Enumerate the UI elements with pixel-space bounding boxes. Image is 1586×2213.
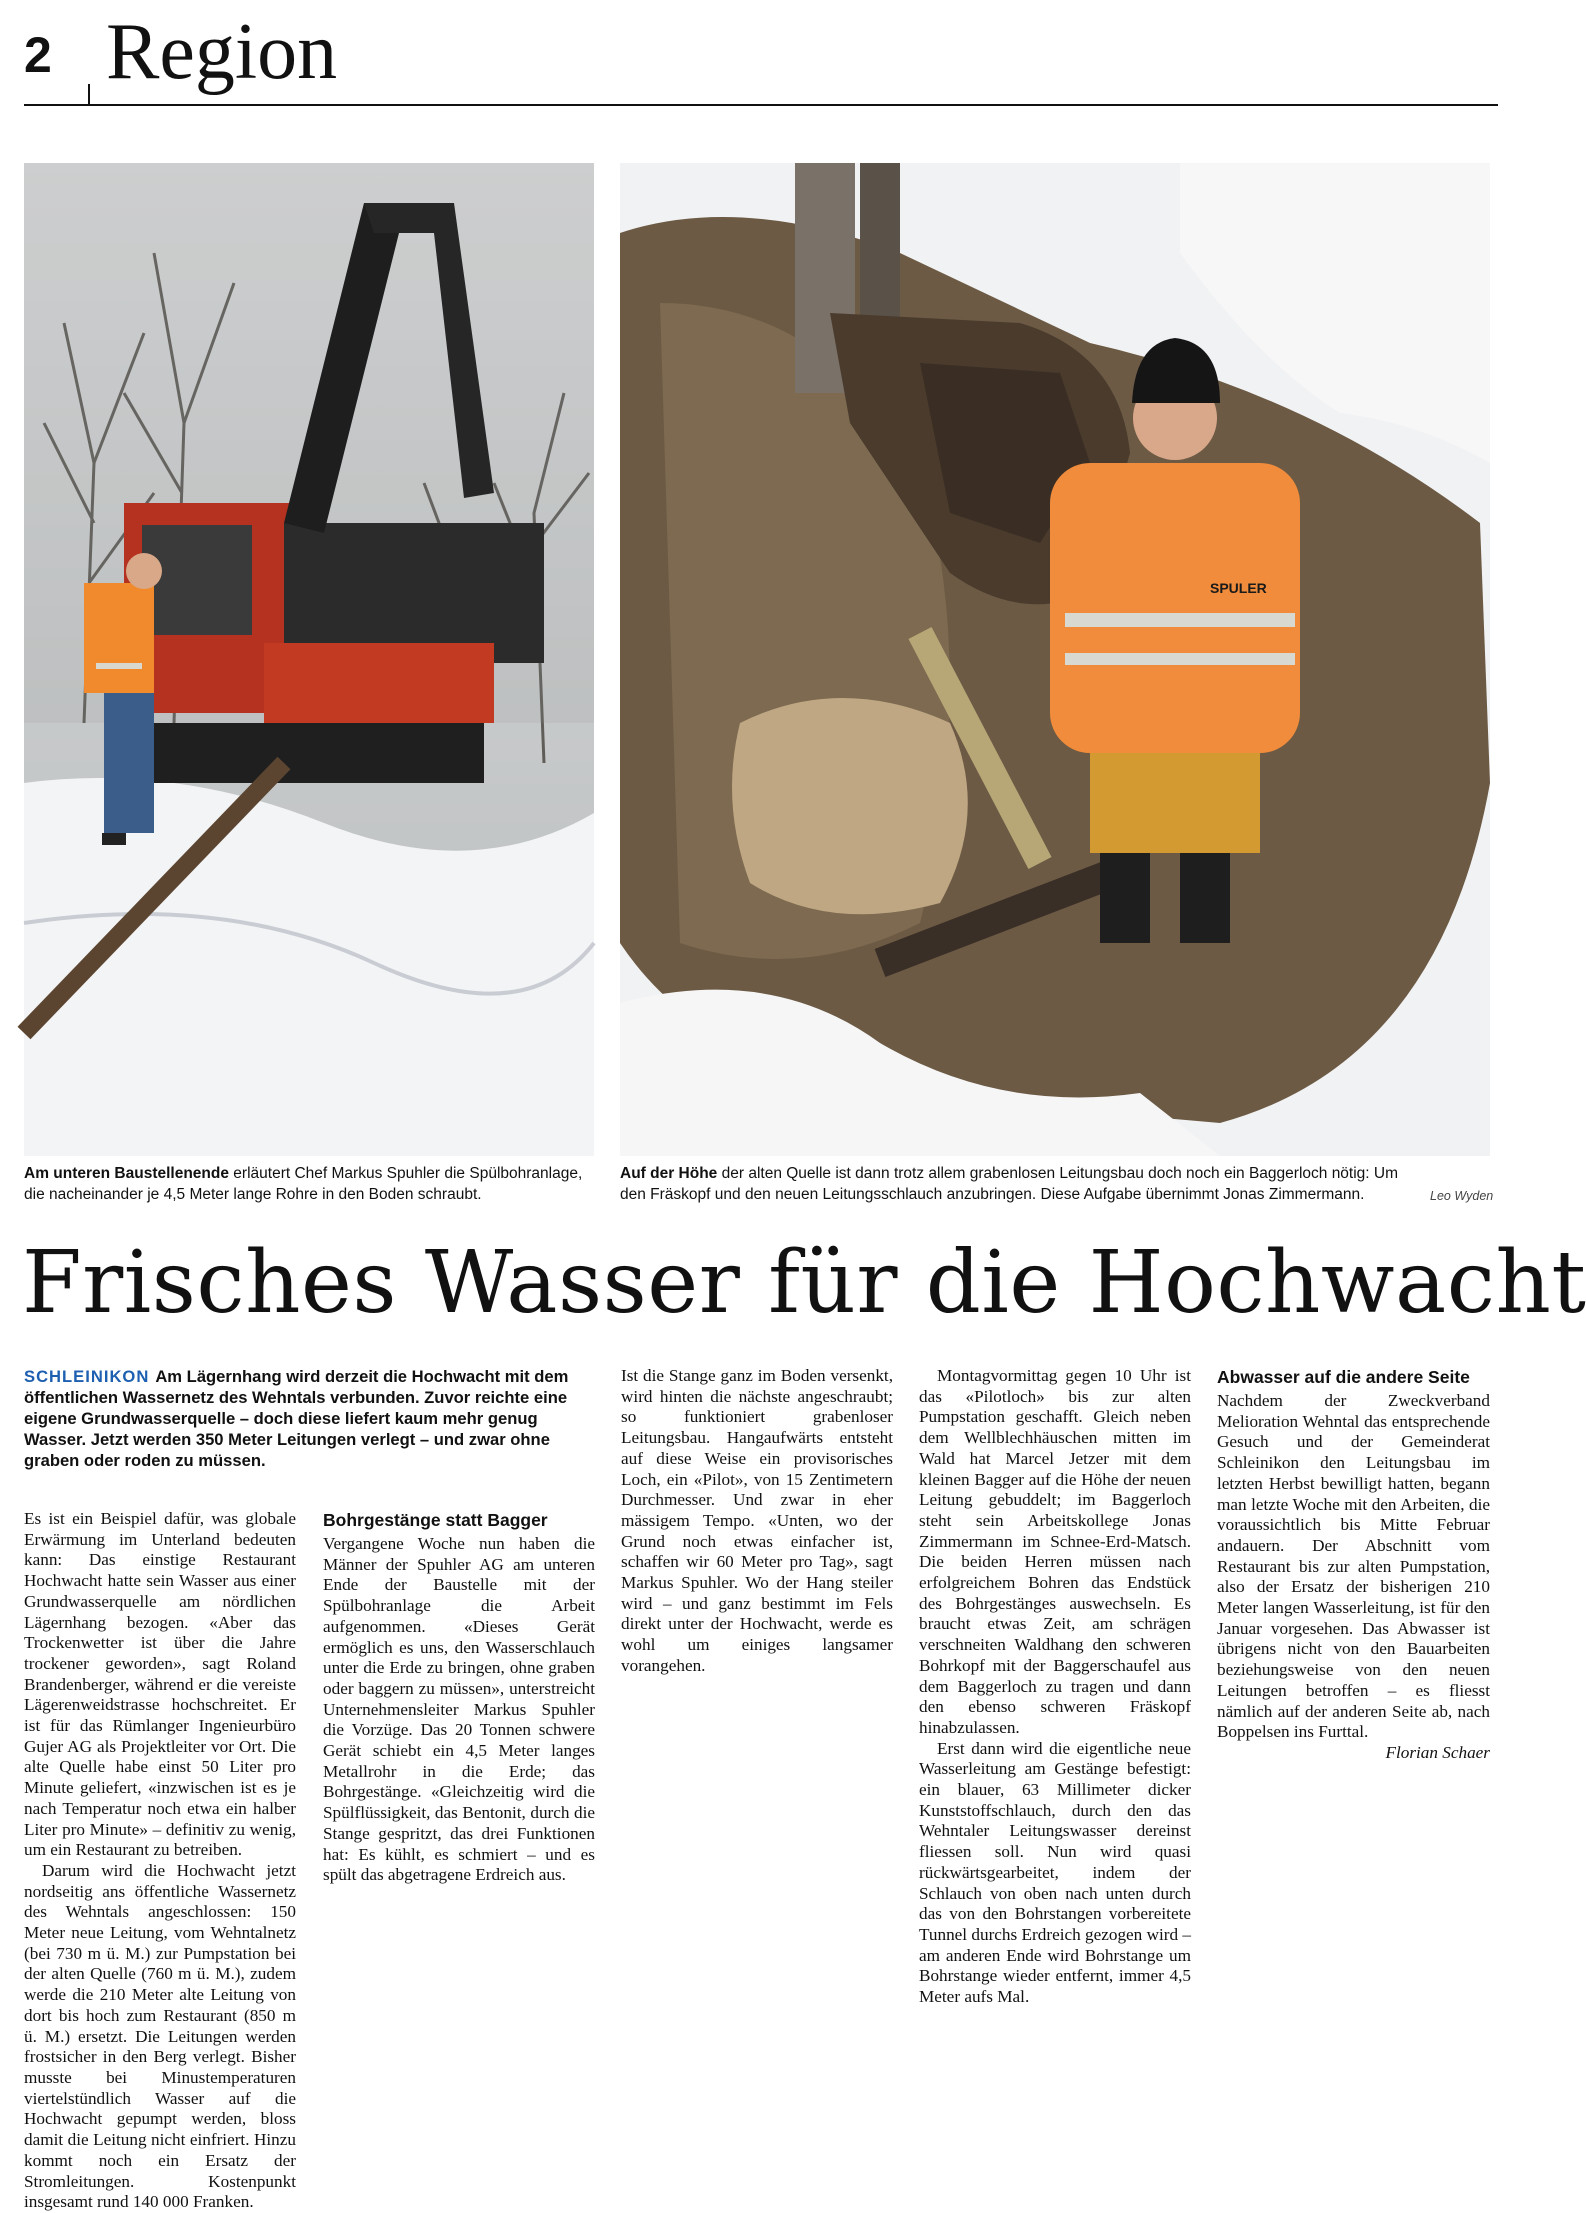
column-3 <box>621 1366 893 2044</box>
caption-text: erläutert Chef Markus Spuhler die Spülbohranlage, die nacheinander je 4,5 Meter lange Rohre in den Boden schraubt. <box>24 1165 583 1203</box>
paragraph: Vergangene Woche nun haben die Männer der Spuhler AG am unteren Ende der Baustelle mit der Spülbohranlage die Arbeit aufgenommen. «Dieses Gerät ermöglich es uns, den Wasserschlauch unter die Erde zu bringen, ohne graben oder baggern zu müssen», unterstreicht Unternehmensleiter Markus Spuhler die Vorzüge. Das 20 Tonnen schwere Gerät schiebt ein 4,5 Meter langes Metallrohr in die Erde; das Bohrgestänge. «Gleichzeitig wird die Spülflüssigkeit, das Bentonit, durch die Stange gespritzt, das drei Funktionen hat: Es kühlt, es schmiert – und es spült das abgetragene Erdreich aus. <box>323 1534 595 1885</box>
caption-lead: Auf der Höhe <box>620 1165 718 1182</box>
photo-excavation-pit <box>620 163 1490 1156</box>
paragraph: Ist die Stange ganz im Boden versenkt, wird hinten die nächste angeschraubt; so funktioniert grabenloser Leitungsbau. Hangaufwärts entsteht auf diese Weise ein provisorisches Loch, ein «Pilot», von 15 Zentimetern Durchmesser. Und zwar in eher mässigem Tempo. «Unten, wo der Grund noch etwas einfacher ist, schaffen wir 60 Meter pro Tag», sagt Markus Spuhler. Wo der Hang steiler wird – und ganz bestimmt im Fels direkt unter der Hochwacht, werde es wohl um einiges langsamer vorangehen. <box>621 1366 893 1675</box>
column-5 <box>1217 1366 1490 2044</box>
column-2 <box>323 1509 595 2044</box>
article-lead <box>24 1366 586 1471</box>
column-1 <box>24 1509 296 2212</box>
page-number: 2 <box>24 27 52 83</box>
section-title: Region <box>106 8 338 96</box>
photo-drilling-rig <box>24 163 594 1156</box>
author-byline: Florian Schaer <box>1385 1742 1490 1762</box>
caption-lead: Am unteren Baustellenende <box>24 1165 229 1182</box>
photo-credit: Leo Wyden <box>1430 1189 1494 1203</box>
column-4 <box>919 1366 1191 2044</box>
dateline-kicker: SCHLEINIKON <box>24 1367 150 1386</box>
paragraph: Darum wird die Hochwacht jetzt nordseitig ans öffentliche Wassernetz des Wehntals angeschlossen: 150 Meter neue Leitung, vom Wehntalnetz (bei 730 m ü. M.) zur Pumpstation bei der alten Quelle (760 m ü. M.), zudem werde die 210 Meter alte Leitung von dort bis hoch zum Restaurant (850 m ü. M.) ersetzt. Die Leitungen werden frostsicher in den Berg verlegt. Bisher musste bei Minustemperaturen viertelstündlich Wasser auf die Hochwacht gepumpt werden, bloss damit die Leitung nicht einfriert. Hinzu kommt noch ein Ersatz der Stromleitungen. Kostenpunkt insgesamt rund 140 000 Franken. <box>24 1860 296 2212</box>
subhead-2: Abwasser auf die andere Seite <box>1217 1367 1470 1387</box>
header-tick <box>88 84 90 106</box>
subhead-1: Bohrgestänge statt Bagger <box>323 1510 548 1530</box>
caption-text: der alten Quelle ist dann trotz allem grabenlosen Leitungsbau doch noch ein Baggerloch nötig: Um den Fräskopf und den neuen Leitungsschlauch anzubringen. Diese Aufgabe übernimmt Jonas Zimmermann. <box>620 1165 1399 1203</box>
lead-text: Am Lägernhang wird derzeit die Hochwacht mit dem öffentlichen Wassernetz des Wehntals verbunden. Zuvor reichte eine eigene Grundwasserquelle – doch diese liefert kaum mehr genug Wasser. Jetzt werden 350 Meter Leitungen verlegt – und zwar ohne graben oder roden zu müssen. <box>24 1367 569 1470</box>
photo-caption-1 <box>24 1163 594 1205</box>
paragraph: Erst dann wird die eigentliche neue Wasserleitung am Gestänge befestigt: ein blauer, 63 Millimeter dicker Kunststoffschlauch, durch den das Wehntaler Leitungswasser dereinst fliessen soll. Nun wird quasi rückwärtsgearbeitet, indem der Schlauch von oben nach unten durch das von den Bohrstangen vorbereitete Tunnel durchs Erdreich gezogen wird – am anderen Ende wird Bohrstange um Bohrstange wieder entfernt, immer 4,5 Meter aufs Mal. <box>919 1738 1191 2007</box>
header-rule <box>24 104 1498 106</box>
photo-caption-2 <box>620 1163 1426 1205</box>
paragraph: Es ist ein Beispiel dafür, was globale Erwärmung im Unterland bedeuten kann: Das einstige Restaurant Hochwacht hatte sein Wasser aus einer Grundwasserquelle am nördlichen Lägernhang bezogen. «Aber das Trockenwetter ist über die Jahre trockener geworden», sagt Roland Brandenberger, während er die vereiste Lägerenweidstrasse hochschreitet. Er ist für das Rümlanger Ingenieurbüro Gujer AG als Projektleiter vor Ort. Die alte Quelle habe einst 50 Liter pro Minute geliefert, «inzwischen ist es je nach Temperatur noch etwa ein halber Liter pro Minute» – definitiv zu wenig, um ein Restaurant zu betreiben. <box>24 1509 296 1860</box>
paragraph: Montagvormittag gegen 10 Uhr ist das «Pilotloch» bis zur alten Pumpstation geschafft. Gleich neben dem Wellblechhäuschen mitten im Wald hat Marcel Jetzer mit dem kleinen Bagger auf die Höhe der neuen Leitung gebuddelt; im Baggerloch steht sein Arbeitskollege Jonas Zimmermann im Schnee-Erd-Matsch. Die beiden Herren müssen nach erfolgreichem Bohren das Endstück des Bohrgestänges auswechseln. Es braucht etwas Zeit, am schrägen verschneiten Waldhang den schweren Bohrkopf mit der Baggerschaufel aus dem Baggerloch zu tragen und dann den ebenso schweren Fräskopf hinabzulassen. <box>919 1366 1191 1737</box>
jacket-print: SPULER <box>1210 580 1267 596</box>
article-headline: Frisches Wasser für die Hochwacht <box>22 1233 1586 1333</box>
paragraph: Nachdem der Zweckverband Melioration Wehntal das entsprechende Gesuch und der Gemeinderat Schleinikon den Leitungsbau im letzten Herbst bewilligt hatten, begann man letzte Woche mit den Arbeiten, die voraussichtlich bis Mitte Februar andauern. Der Abschnitt vom Restaurant bis zur alten Pumpstation, also der Ersatz der bisherigen 210 Meter langen Wasserleitung, ist für den Januar vorgesehen. Das Abwasser ist übrigens nicht von den Bauarbeiten beziehungsweise von den neuen Leitungen betroffen – es fliesst nämlich auf der anderen Seite ab, nach Boppelsen ins Furttal. <box>1217 1391 1490 1742</box>
